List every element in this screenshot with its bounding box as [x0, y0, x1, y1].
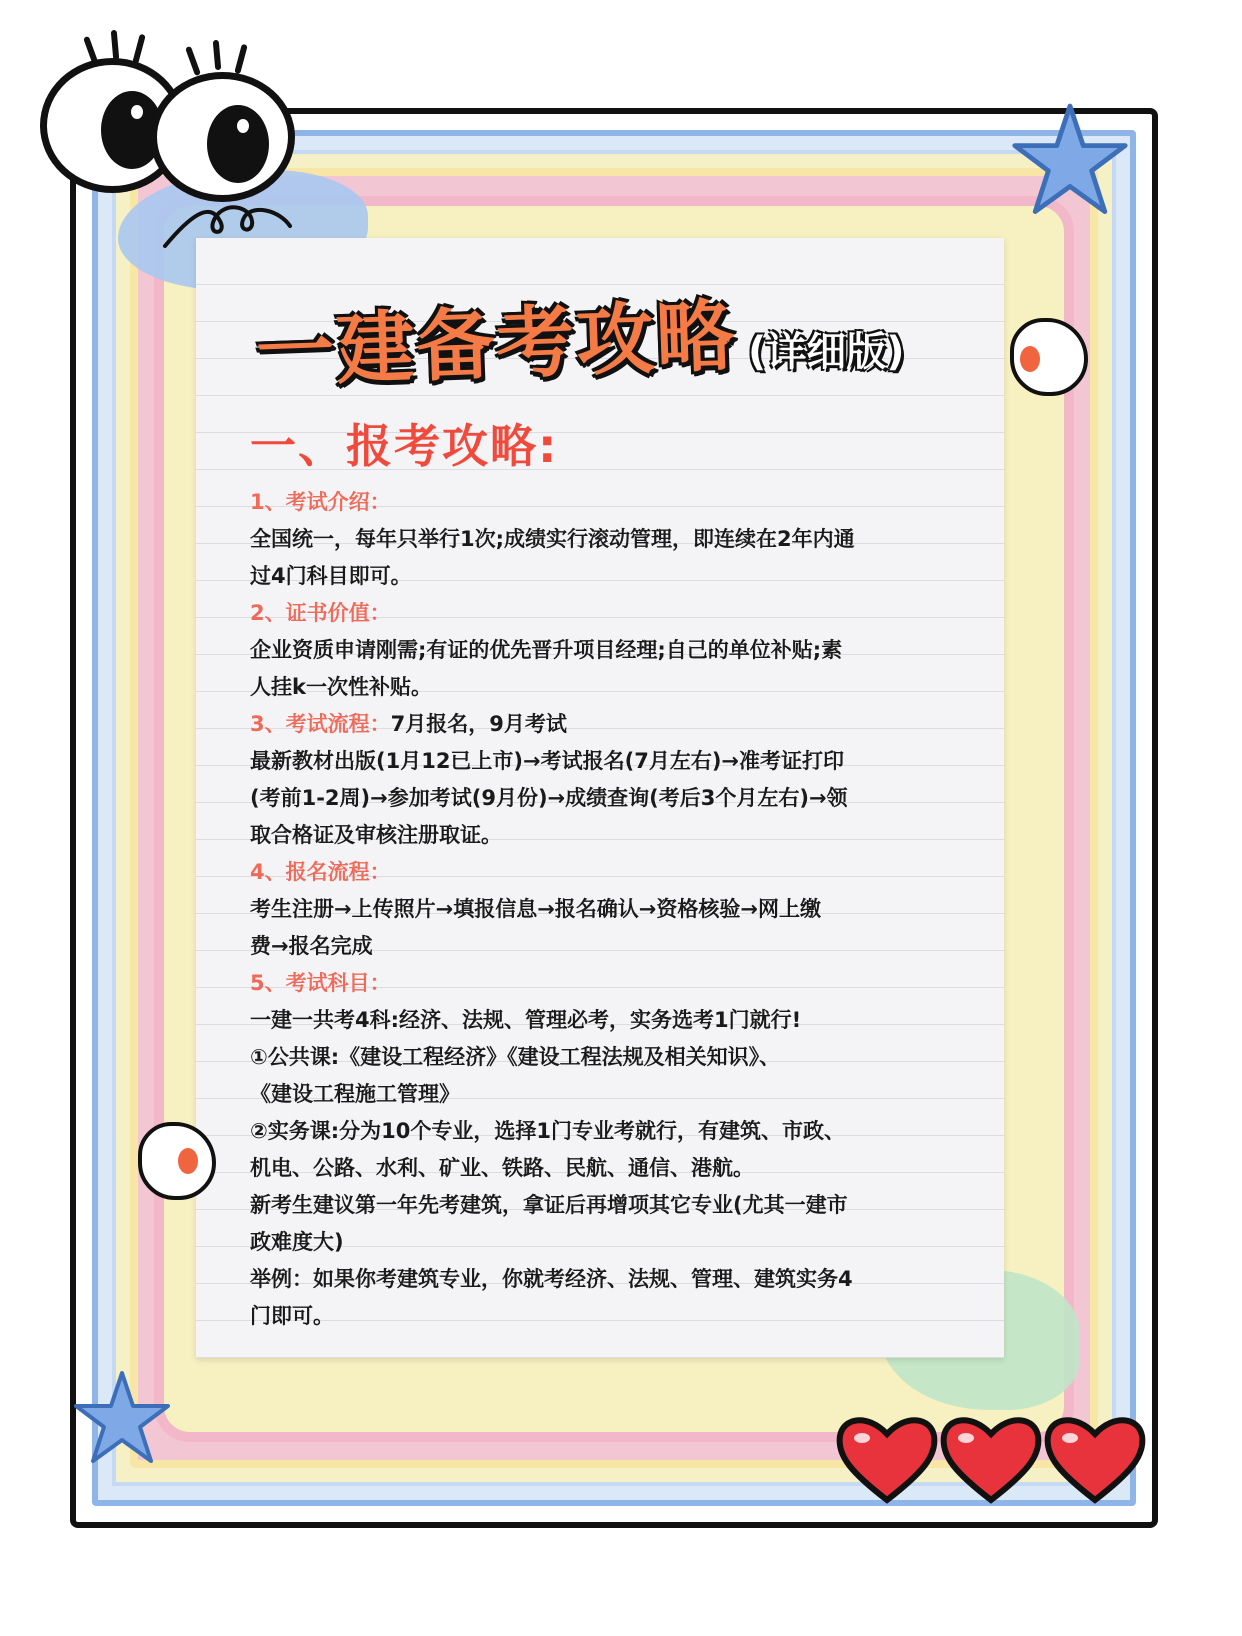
section-3-line: 取合格证及审核注册取证。 [250, 823, 502, 847]
flower-icon [138, 1122, 216, 1200]
swirl-decoration [160, 196, 300, 256]
content-body [250, 484, 950, 1335]
section-5-line: ①公共课:《建设工程经济》《建设工程法规及相关知识》、 [250, 1045, 781, 1069]
title-main: 一建备考攻略 [254, 291, 738, 399]
page-title [254, 282, 956, 399]
section-5-line: 政难度大) [250, 1230, 344, 1254]
section-heading: 一、报考攻略: [250, 419, 559, 473]
section-1-label: 1、考试介绍： [250, 490, 391, 514]
section-2-label: 2、证书价值： [250, 601, 391, 625]
star-icon [72, 1368, 172, 1468]
section-2-line: 企业资质申请刚需;有证的优先晋升项目经理;自己的单位补贴;素 [250, 638, 843, 662]
section-3-header [250, 706, 950, 743]
section-4-label: 4、报名流程： [250, 860, 391, 884]
heart-icon [1040, 1408, 1150, 1508]
section-3-line: 最新教材出版(1月12已上市)→考试报名(7月左右)→准考证打印 [250, 749, 845, 773]
section-5-line: 门即可。 [250, 1304, 334, 1328]
title-subtitle: (详细版) [748, 329, 905, 375]
section-1-line: 过4门科目即可。 [250, 564, 412, 588]
section-5-line: 新考生建议第一年先考建筑，拿证后再增项其它专业(尤其一建市 [250, 1193, 848, 1217]
section-5-label: 5、考试科目： [250, 971, 391, 995]
section-3-line: (考前1-2周)→参加考试(9月份)→成绩查询(考后3个月左右)→领 [250, 786, 848, 810]
section-5-line: 机电、公路、水利、矿业、铁路、民航、通信、港航。 [250, 1156, 754, 1180]
section-5-line: ②实务课:分为10个专业，选择1门专业考就行，有建筑、市政、 [250, 1119, 846, 1143]
flower-icon [1010, 318, 1088, 396]
section-4-line: 费→报名完成 [250, 934, 373, 958]
heart-icon [936, 1408, 1046, 1508]
section-5-line: 一建一共考4科:经济、法规、管理必考，实务选考1门就行! [250, 1008, 802, 1032]
star-icon [1010, 100, 1130, 220]
section-3-label: 3、考试流程： [250, 712, 391, 736]
heart-icon [832, 1408, 942, 1508]
section-5-line: 《建设工程施工管理》 [250, 1082, 460, 1106]
section-2-line: 人挂k一次性补贴。 [250, 675, 432, 699]
section-1-line: 全国统一，每年只举行1次;成绩实行滚动管理，即连续在2年内通 [250, 527, 855, 551]
section-3-inline: 7月报名，9月考试 [390, 712, 567, 736]
section-5-line: 举例：如果你考建筑专业，你就考经济、法规、管理、建筑实务4 [250, 1267, 853, 1291]
section-4-line: 考生注册→上传照片→填报信息→报名确认→资格核验→网上缴 [250, 897, 821, 921]
